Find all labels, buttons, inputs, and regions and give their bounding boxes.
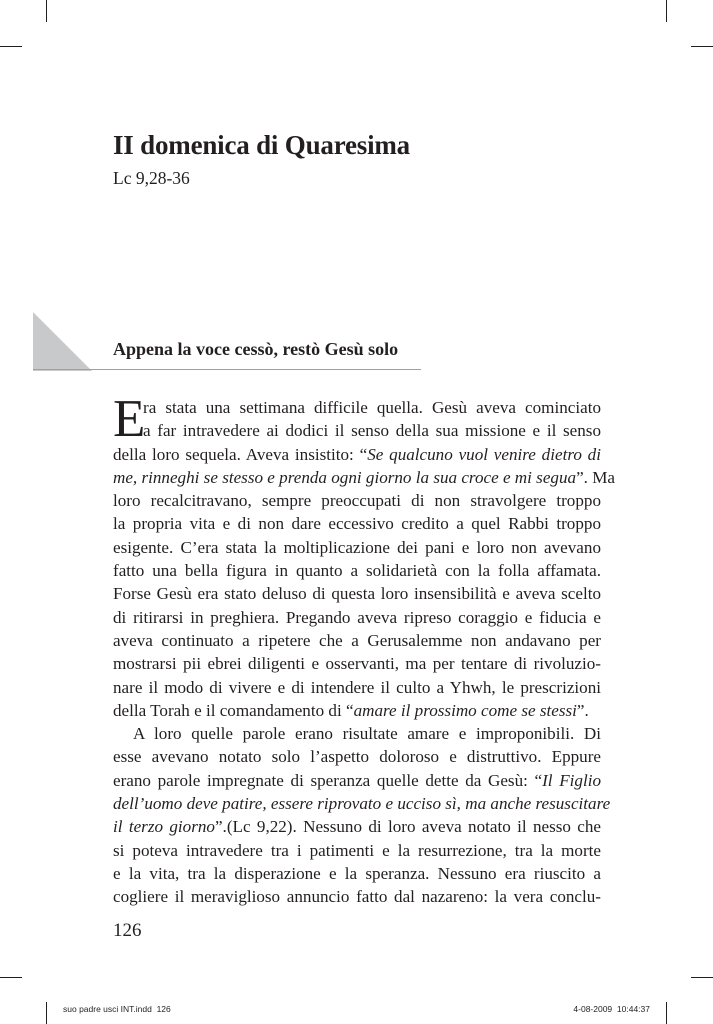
text-line [113, 676, 601, 699]
text-line [113, 769, 601, 792]
text-line [113, 559, 601, 582]
line-text: loro recalcitravano, sempre preoccupati di non stravolgere troppo [113, 491, 601, 511]
text-line [113, 512, 601, 535]
crop-mark [46, 1002, 47, 1024]
crop-mark [0, 46, 22, 47]
crop-mark [666, 1002, 667, 1024]
crop-mark [46, 0, 47, 22]
line-tail: ”. [576, 700, 589, 720]
line-quote-italic: il terzo giorno [113, 817, 215, 837]
line-quote-italic: amare il prossimo come se stessi [353, 700, 577, 720]
line-text: erano parole impregnate di speranza quelle dette da Gesù: “ [113, 770, 543, 790]
text-line [113, 629, 601, 652]
line-text: si poteva intravedere tra i patimenti e la resurrezione, tra la morte [113, 840, 601, 860]
line-text: nare il modo di vivere e di intendere il culto a Yhwh, le prescrizioni [113, 677, 601, 697]
line-text: ra stata una settimana difficile quella. Gesù aveva cominciato [143, 398, 601, 417]
corner-triangle-ornament [33, 312, 92, 371]
line-text: della loro sequela. Aveva insistito: “ [113, 444, 368, 464]
body-text [113, 390, 615, 909]
text-line [113, 862, 601, 885]
text-line [113, 396, 601, 419]
line-text: la propria vita e di non dare eccessivo credito a quel Rabbi troppo [113, 514, 601, 534]
line-text: esigente. C’era stata la moltiplicazione dei pani e loro non avevano [113, 537, 601, 557]
line-tail: ”.(Lc 9,22). Nessuno di loro aveva notato il nesso che [214, 817, 601, 837]
text-line [113, 745, 601, 768]
line-quote-italic: me, rinneghi se stesso e prenda ogni giorno la sua croce e mi segua [113, 467, 577, 487]
page-title: II domenica di Quaresima [113, 130, 410, 160]
line-text: A loro quelle parole erano risultate amare e improponibili. Di [133, 724, 601, 744]
text-line [113, 815, 601, 838]
line-text: della Torah e il comandamento di “ [113, 700, 354, 720]
text-line [113, 536, 601, 559]
drop-cap: E [113, 390, 146, 448]
text-line [113, 722, 601, 745]
line-quote-italic: Se qualcuno vuol venire dietro di [367, 444, 601, 464]
line-text: e la vita, tra la disperazione e la speranza. Nessuno era riuscito a [113, 863, 601, 883]
section-heading: Appena la voce cessò, restò Gesù solo [113, 339, 399, 359]
line-text: esse avevano notato solo l’aspetto doloroso e distruttivo. Eppure [113, 747, 601, 767]
line-text: cogliere il meraviglioso annuncio fatto dal nazareno: la vera conclu- [113, 887, 601, 907]
line-tail: ”. Ma [576, 467, 615, 487]
crop-mark [666, 0, 667, 22]
text-line [113, 419, 601, 442]
slug-page: 126 [156, 1004, 171, 1014]
text-line [113, 443, 601, 466]
line-quote-italic: Il Figlio [542, 770, 601, 790]
line-text: mostrarsi pii ebrei diligenti e osservanti, ma per tentare di rivoluzio- [113, 654, 601, 674]
slug-filename: suo padre usci INT.indd [63, 1004, 152, 1014]
crop-mark [691, 977, 713, 978]
text-line [113, 885, 601, 908]
text-line [113, 792, 611, 815]
text-line [113, 699, 601, 722]
line-text: aveva continuato a ripetere che a Gerusalemme non andavano per [113, 630, 601, 650]
text-line [113, 839, 601, 862]
slug-timestamp [573, 1004, 650, 1014]
text-line [113, 652, 601, 675]
line-text: fatto una bella figura in quanto a solidarietà con la folla affamata. [113, 561, 601, 581]
crop-mark [691, 46, 713, 47]
slug-time: 10:44:37 [616, 1004, 650, 1014]
line-text: di ritirarsi in preghiera. Pregando aveva ripreso coraggio e fiducia e [113, 607, 601, 627]
line-text: a far intravedere ai dodici il senso della sua missione e il senso [143, 421, 601, 441]
line-quote-italic: dell’uomo deve patire, essere riprovato e ucciso sì, ma anche resuscitare [113, 794, 611, 814]
page-number: 126 [113, 920, 142, 941]
page-subtitle: Lc 9,28-36 [113, 168, 190, 188]
text-line [113, 606, 601, 629]
line-text: Forse Gesù era stato deluso di questa loro insensibilità e aveva scelto [113, 584, 601, 604]
slug-file-info [63, 1004, 171, 1014]
text-line [113, 466, 615, 489]
slug-date: 4-08-2009 [573, 1004, 613, 1014]
heading-rule [33, 369, 421, 370]
text-line [113, 489, 601, 512]
crop-mark [0, 977, 22, 978]
text-line [113, 582, 601, 605]
